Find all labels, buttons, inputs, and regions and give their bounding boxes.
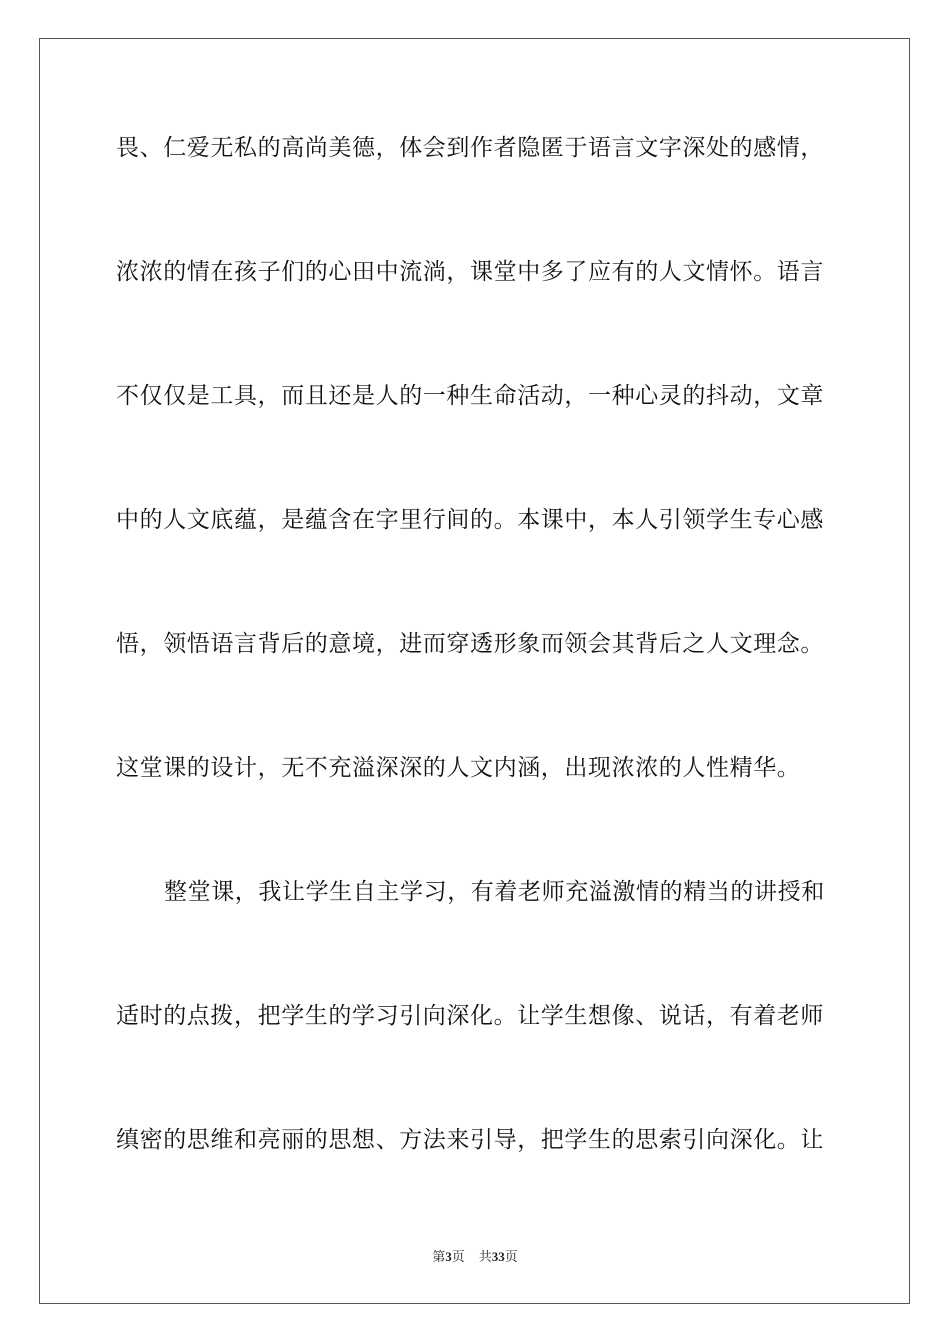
paragraph-line: 不仅仅是工具，而且还是人的一种生命活动，一种心灵的抖动，文章 [116, 383, 824, 409]
page-frame [39, 38, 910, 1304]
page-number-suffix: 页 [451, 1249, 465, 1264]
total-pages-prefix: 共 [478, 1249, 492, 1264]
page-number: 3 [445, 1249, 452, 1264]
paragraph-line: 适时的点拨，把学生的学习引向深化。让学生想像、说话，有着老师 [116, 1003, 824, 1029]
paragraph-line: 中的人文底蕴，是蕴含在字里行间的。本课中，本人引领学生专心感 [116, 507, 824, 533]
paragraph-line: 这堂课的设计，无不充溢深深的人文内涵，出现浓浓的人性精华。 [116, 755, 801, 781]
paragraph-line: 畏、仁爱无私的高尚美德，体会到作者隐匿于语言文字深处的感情， [116, 135, 824, 161]
paragraph-line: 浓浓的情在孩子们的心田中流淌，课堂中多了应有的人文情怀。语言 [116, 259, 824, 285]
paragraph-line: 缜密的思维和亮丽的思想、方法来引导，把学生的思索引向深化。让 [116, 1127, 824, 1153]
paragraph-line-indented: 整堂课，我让学生自主学习，有着老师充溢激情的精当的讲授和 [164, 879, 825, 905]
paragraph-line: 悟，领悟语言背后的意境，进而穿透形象而领会其背后之人文理念。 [116, 631, 824, 657]
page-number-prefix: 第 [432, 1249, 446, 1264]
total-pages: 33 [491, 1249, 505, 1264]
page-footer [0, 1248, 950, 1266]
total-pages-suffix: 页 [504, 1249, 518, 1264]
